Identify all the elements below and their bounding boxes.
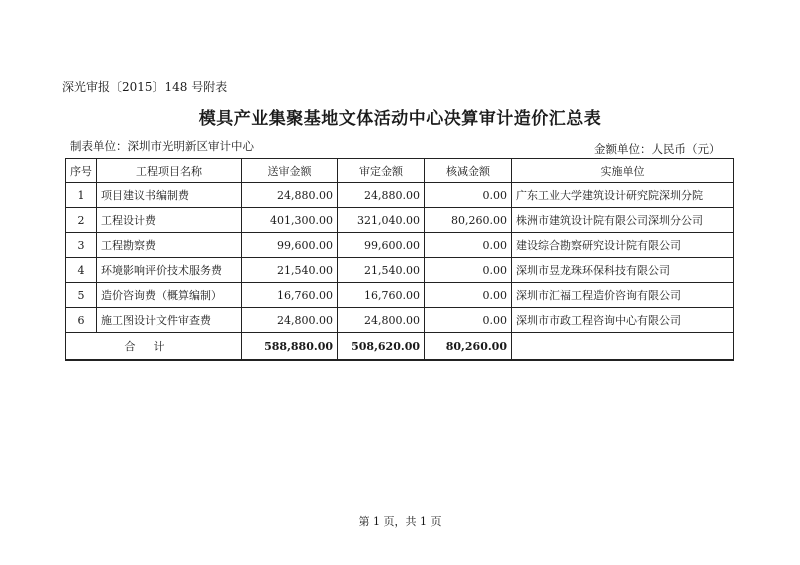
approved-amount: 24,800.00 <box>338 308 425 333</box>
approved-amount: 99,600.00 <box>338 233 425 258</box>
project-name: 造价咨询费（概算编制） <box>97 283 242 308</box>
table-row <box>66 283 734 308</box>
approved-amount: 21,540.00 <box>338 258 425 283</box>
submitted-amount: 21,540.00 <box>242 258 338 283</box>
approved-amount: 321,040.00 <box>338 208 425 233</box>
submitted-amount: 401,300.00 <box>242 208 338 233</box>
total-submitted-amount: 588,880.00 <box>242 333 338 361</box>
row-number: 1 <box>66 183 97 208</box>
document-reference: 深光审报〔2015〕148 号附表 <box>62 80 228 94</box>
implementing-unit: 深圳市市政工程咨询中心有限公司 <box>512 308 734 333</box>
table-row <box>66 308 734 333</box>
reduced-amount: 0.00 <box>425 183 512 208</box>
project-name: 工程设计费 <box>97 208 242 233</box>
preparing-unit: 制表单位：深圳市光明新区审计中心 <box>70 139 254 153</box>
row-number: 5 <box>66 283 97 308</box>
total-implementing-unit <box>512 333 734 361</box>
table-header-row <box>66 159 734 183</box>
submitted-amount: 24,800.00 <box>242 308 338 333</box>
row-number: 4 <box>66 258 97 283</box>
currency-unit: 金额单位：人民币（元） <box>594 142 721 156</box>
total-label: 合计 <box>66 333 242 361</box>
implementing-unit: 深圳市昱龙珠环保科技有限公司 <box>512 258 734 283</box>
project-name: 施工图设计文件审查费 <box>97 308 242 333</box>
column-header-no: 序号 <box>66 159 97 183</box>
table-row <box>66 183 734 208</box>
total-reduced-amount: 80,260.00 <box>425 333 512 361</box>
approved-amount: 16,760.00 <box>338 283 425 308</box>
column-header-reduced: 核减金额 <box>425 159 512 183</box>
reduced-amount: 0.00 <box>425 233 512 258</box>
project-name: 工程勘察费 <box>97 233 242 258</box>
implementing-unit: 株洲市建筑设计院有限公司深圳分公司 <box>512 208 734 233</box>
column-header-project: 工程项目名称 <box>97 159 242 183</box>
approved-amount: 24,880.00 <box>338 183 425 208</box>
total-row <box>66 333 734 361</box>
summary-table <box>65 158 734 361</box>
page-number: 第 1 页，共 1 页 <box>358 515 442 528</box>
submitted-amount: 99,600.00 <box>242 233 338 258</box>
column-header-approved: 审定金额 <box>338 159 425 183</box>
submitted-amount: 24,880.00 <box>242 183 338 208</box>
implementing-unit: 建设综合勘察研究设计院有限公司 <box>512 233 734 258</box>
row-number: 2 <box>66 208 97 233</box>
reduced-amount: 0.00 <box>425 308 512 333</box>
submitted-amount: 16,760.00 <box>242 283 338 308</box>
project-name: 项目建议书编制费 <box>97 183 242 208</box>
column-header-submitted: 送审金额 <box>242 159 338 183</box>
project-name: 环境影响评价技术服务费 <box>97 258 242 283</box>
row-number: 6 <box>66 308 97 333</box>
table-row <box>66 208 734 233</box>
table-row <box>66 258 734 283</box>
implementing-unit: 广东工业大学建筑设计研究院深圳分院 <box>512 183 734 208</box>
reduced-amount: 0.00 <box>425 258 512 283</box>
row-number: 3 <box>66 233 97 258</box>
reduced-amount: 0.00 <box>425 283 512 308</box>
reduced-amount: 80,260.00 <box>425 208 512 233</box>
column-header-implementing-unit: 实施单位 <box>512 159 734 183</box>
page-title: 模具产业集聚基地文体活动中心决算审计造价汇总表 <box>198 109 602 129</box>
total-approved-amount: 508,620.00 <box>338 333 425 361</box>
implementing-unit: 深圳市汇福工程造价咨询有限公司 <box>512 283 734 308</box>
table-row <box>66 233 734 258</box>
